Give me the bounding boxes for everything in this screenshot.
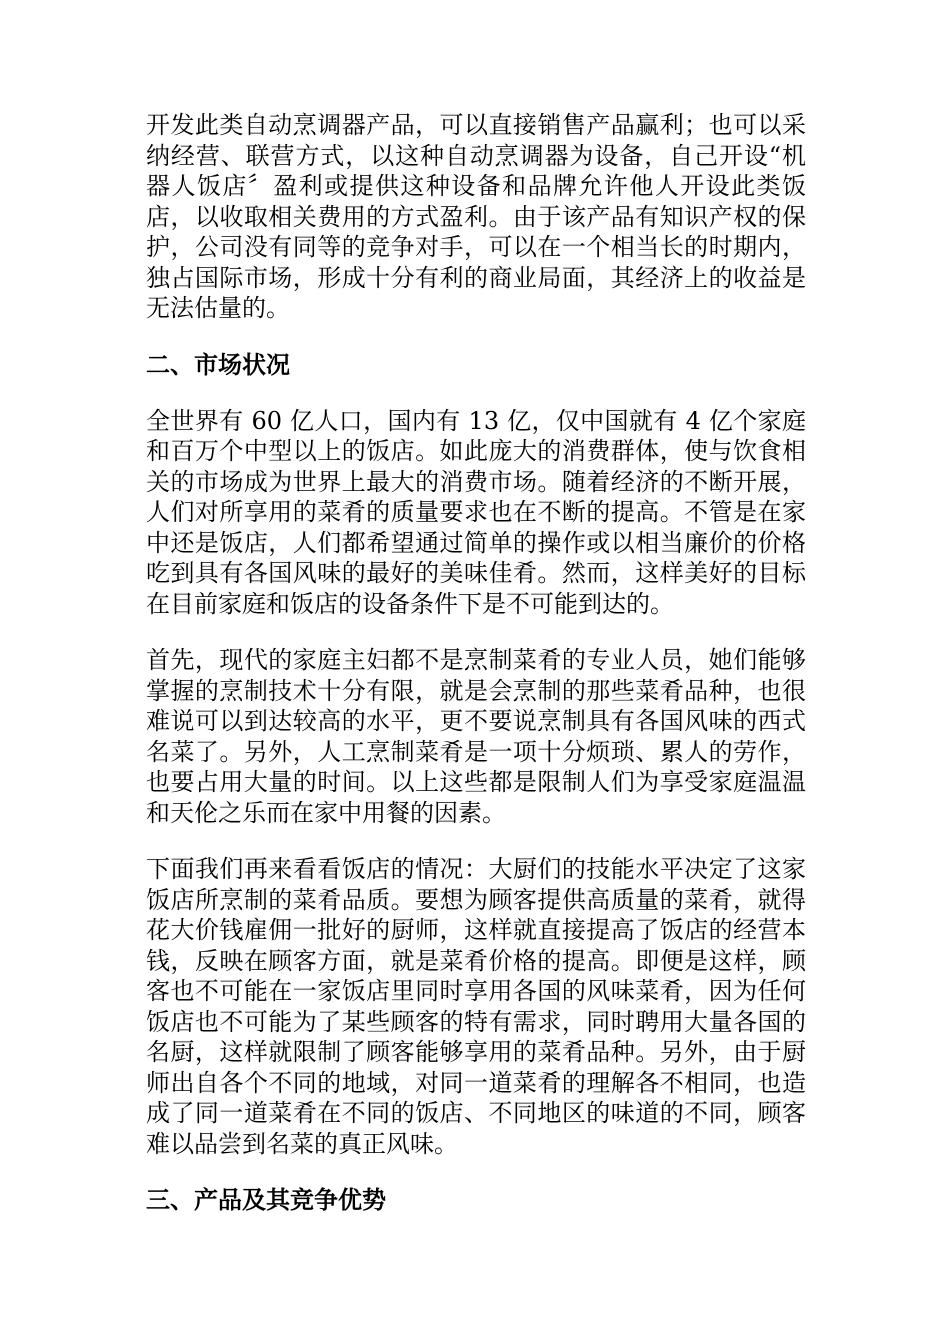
document-page <box>146 110 806 1215</box>
body-paragraph-2: 全世界有 60 亿人口，国内有 13 亿，仅中国就有 4 亿个家庭和百万个中型以上的饭店。如此庞大的消费群体，使与饮食相关的市场成为世界上最大的消费市场。随着经济的不断开展，人们对所享用的菜肴的质量要求也在不断的提高。不管是在家中还是饭店，人们都希望通过简单的操作或以相当廉价的价格吃到具有各国风味的最好的美味佳肴。然而，这样美好的目标在目前家庭和饭店的设备条件下是不可能到达的。 <box>146 406 806 618</box>
section-heading-market: 二、市场状况 <box>146 350 290 379</box>
body-paragraph-4: 下面我们再来看看饭店的情况：大厨们的技能水平决定了这家饭店所烹制的菜肴品质。要想为顾客提供高质量的菜肴，就得花大价钱雇佣一批好的厨师，这样就直接提高了饭店的经营本钱，反映在顾客方面，就是菜肴价格的提高。即便是这样，顾客也不可能在一家饭店里同时享用各国的风味菜肴，因为任何饭店也不可能为了某些顾客的特有需求，同时聘用大量各国的名厨，这样就限制了顾客能够享用的菜肴品种。另外，由于厨师出自各个不同的地域，对同一道菜肴的理解各不相同，也造成了同一道菜肴在不同的饭店、不同地区的味道的不同，顾客难以品尝到名菜的真正风味。 <box>146 855 806 1158</box>
section-heading-product: 三、产品及其竞争优势 <box>146 1186 386 1214</box>
body-paragraph-1: 开发此类自动烹调器产品，可以直接销售产品赢利；也可以采纳经营、联营方式，以这种自动烹调器为设备，自己开设“机器人饭店〞盈利或提供这种设备和品牌允许他人开设此类饭店，以收取相关费用的方式盈利。由于该产品有知识产权的保护，公司没有同等的竞争对手，可以在一个相当长的时期内，独占国际市场，形成十分有利的商业局面，其经济上的收益是无法估量的。 <box>146 111 806 322</box>
body-paragraph-3: 首先，现代的家庭主妇都不是烹制菜肴的专业人员，她们能够掌握的烹制技术十分有限，就是会烹制的那些菜肴品种，也很难说可以到达较高的水平，更不要说烹制具有各国风味的西式名菜了。另外，人工烹制菜肴是一项十分烦琐、累人的劳作，也要占用大量的时间。以上这些都是限制人们为享受家庭温温和天伦之乐而在家中用餐的因素。 <box>146 646 806 827</box>
